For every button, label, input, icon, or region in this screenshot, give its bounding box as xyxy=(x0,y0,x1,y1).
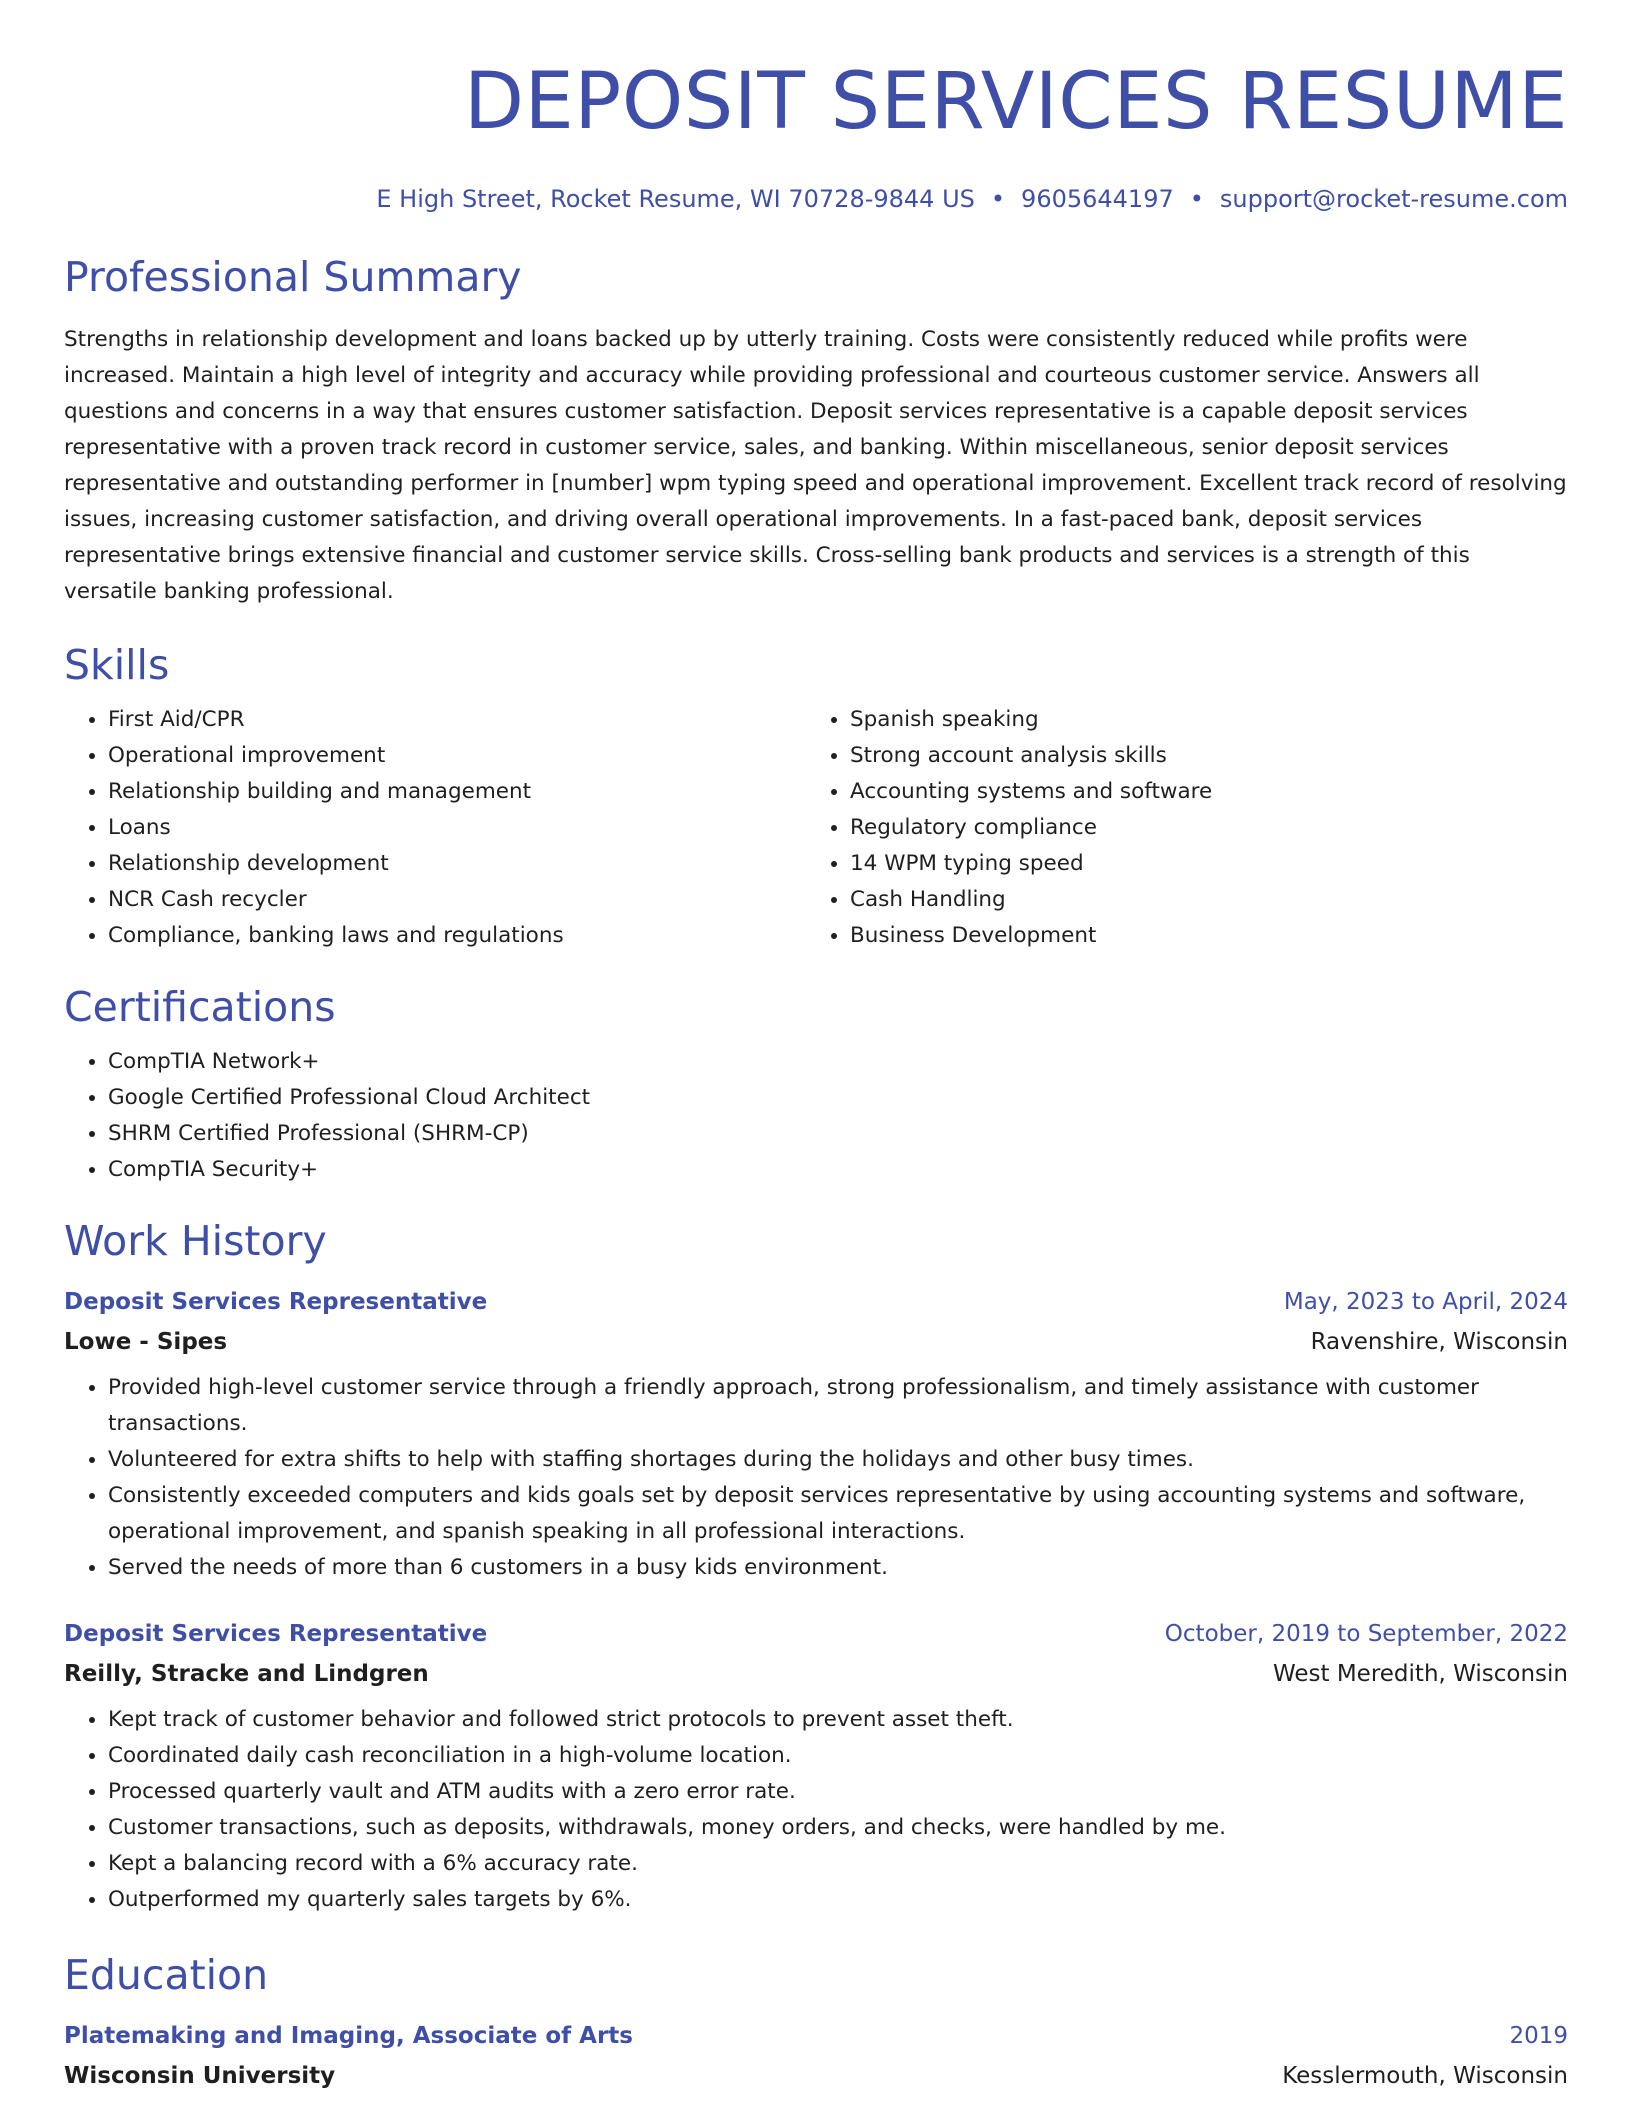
job-location: West Meredith, Wisconsin xyxy=(1272,1661,1568,1687)
skills-column-right xyxy=(806,702,1548,954)
job-header xyxy=(64,1286,1568,1318)
job-bullet: • Consistently exceeded computers and kids goals set by deposit services representative by using accounting systems and software, operational improvement, and spanish speaking in all professional interactions. xyxy=(108,1478,1568,1550)
skills-column-left xyxy=(64,702,806,954)
job-bullet: • Served the needs of more than 6 customers in a busy kids environment. xyxy=(108,1550,1568,1586)
job-bullets xyxy=(64,1702,1568,1918)
certifications-heading: Certifications xyxy=(64,983,336,1031)
education-heading: Education xyxy=(64,1951,269,1999)
job-bullet: • Customer transactions, such as deposits, withdrawals, money orders, and checks, were handled by me. xyxy=(108,1810,1568,1846)
education-year: 2019 xyxy=(1509,2023,1568,2049)
education-degree: Platemaking and Imaging, Associate of Arts xyxy=(64,2023,633,2049)
skill-item: • Relationship development xyxy=(108,846,806,882)
job-subheader xyxy=(64,1326,1568,1358)
skill-item: • Cash Handling xyxy=(850,882,1548,918)
job-dates: May, 2023 to April, 2024 xyxy=(1283,1289,1568,1315)
job-entry xyxy=(64,1286,1568,1586)
job-bullet: • Provided high-level customer service through a friendly approach, strong professionalism, and timely assistance with customer transactions. xyxy=(108,1370,1568,1442)
contact-phone: 9605644197 xyxy=(1021,185,1174,213)
job-location: Ravenshire, Wisconsin xyxy=(1310,1329,1568,1355)
skill-item: • Accounting systems and software xyxy=(850,774,1548,810)
job-company: Reilly, Stracke and Lindgren xyxy=(64,1661,429,1687)
job-subheader xyxy=(64,1658,1568,1690)
work-history-heading: Work History xyxy=(64,1217,327,1265)
skills-grid xyxy=(64,702,1568,954)
job-role: Deposit Services Representative xyxy=(64,1289,488,1315)
job-dates: October, 2019 to September, 2022 xyxy=(1164,1621,1568,1647)
contact-address: E High Street, Rocket Resume, WI 70728-9844 US xyxy=(376,185,975,213)
skill-item: • Compliance, banking laws and regulations xyxy=(108,918,806,954)
education-entry xyxy=(64,2020,1568,2092)
job-bullets xyxy=(64,1370,1568,1586)
job-bullet: • Coordinated daily cash reconciliation in a high-volume location. xyxy=(108,1738,1568,1774)
skill-item: • First Aid/CPR xyxy=(108,702,806,738)
skill-item: • Spanish speaking xyxy=(850,702,1548,738)
education-location: Kesslermouth, Wisconsin xyxy=(1282,2063,1568,2089)
job-bullet: • Outperformed my quarterly sales targets by 6%. xyxy=(108,1882,1568,1918)
contact-separator: • xyxy=(1189,185,1204,213)
education-subheader xyxy=(64,2060,1568,2092)
skill-item: • 14 WPM typing speed xyxy=(850,846,1548,882)
job-entry xyxy=(64,1618,1568,1918)
job-bullet: • Processed quarterly vault and ATM audits with a zero error rate. xyxy=(108,1774,1568,1810)
resume-name: DEPOSIT SERVICES RESUME xyxy=(463,57,1568,147)
job-bullet: • Kept a balancing record with a 6% accuracy rate. xyxy=(108,1846,1568,1882)
skills-list-right xyxy=(806,702,1548,954)
skill-item: • Operational improvement xyxy=(108,738,806,774)
education-school: Wisconsin University xyxy=(64,2063,336,2089)
certification-item: • CompTIA Security+ xyxy=(108,1152,1568,1188)
summary-text: Strengths in relationship development and loans backed up by utterly training. Costs were consistently reduced while profits were increased. Maintain a high level of integrity and accuracy while providing professional and courteous customer service. Answers all questions and concerns in a way that ensures customer satisfaction. Deposit services representative is a capable deposit services representative with a proven track record in customer service, sales, and banking. Within miscellaneous, senior deposit services representative and outstanding performer in [number] wpm typing speed and operational improvement. Excellent track record of resolving issues, increasing customer satisfaction, and driving overall operational improvements. In a fast-paced bank, deposit services representative brings extensive financial and customer service skills. Cross-selling bank products and services is a strength of this versatile banking professional. xyxy=(64,327,1567,604)
skills-heading: Skills xyxy=(64,641,170,689)
job-header xyxy=(64,1618,1568,1650)
job-company: Lowe - Sipes xyxy=(64,1329,228,1355)
job-bullet: • Kept track of customer behavior and followed strict protocols to prevent asset theft. xyxy=(108,1702,1568,1738)
skill-item: • Relationship building and management xyxy=(108,774,806,810)
summary-heading: Professional Summary xyxy=(64,253,522,301)
skills-list-left xyxy=(64,702,806,954)
contact-email: support@rocket-resume.com xyxy=(1219,185,1568,213)
skill-item: • Strong account analysis skills xyxy=(850,738,1548,774)
skill-item: • Loans xyxy=(108,810,806,846)
skill-item: • Regulatory compliance xyxy=(850,810,1548,846)
skill-item: • Business Development xyxy=(850,918,1548,954)
resume-header xyxy=(64,56,1568,214)
job-bullet: • Volunteered for extra shifts to help with staffing shortages during the holidays and other busy times. xyxy=(108,1442,1568,1478)
certification-item: • SHRM Certified Professional (SHRM-CP) xyxy=(108,1116,1568,1152)
job-role: Deposit Services Representative xyxy=(64,1621,488,1647)
certification-item: • Google Certified Professional Cloud Architect xyxy=(108,1080,1568,1116)
contact-line xyxy=(64,184,1568,214)
contact-separator: • xyxy=(990,185,1006,213)
certifications-list xyxy=(64,1044,1568,1188)
skill-item: • NCR Cash recycler xyxy=(108,882,806,918)
education-header xyxy=(64,2020,1568,2052)
certification-item: • CompTIA Network+ xyxy=(108,1044,1568,1080)
